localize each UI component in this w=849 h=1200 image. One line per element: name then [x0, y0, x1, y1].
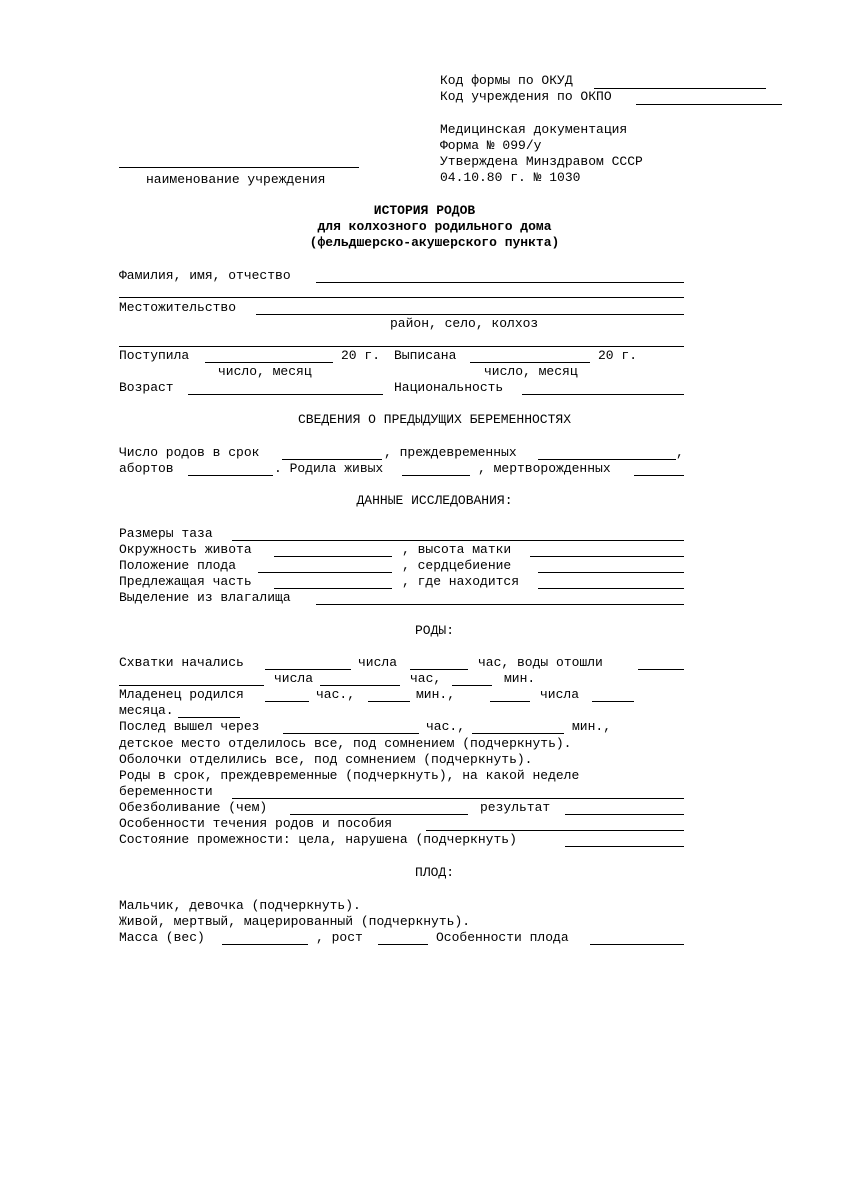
- fetus-features-label: Особенности плода: [436, 930, 569, 945]
- discharged-year: 20 г.: [598, 348, 638, 363]
- features-field[interactable]: [426, 830, 684, 831]
- stillborn-field[interactable]: [634, 475, 684, 476]
- premature-field[interactable]: [538, 459, 676, 460]
- waters-day-label: числа: [274, 671, 314, 686]
- previous-heading: СВЕДЕНИЯ О ПРЕДЫДУЩИХ БЕРЕМЕННОСТЯХ: [297, 412, 572, 427]
- contractions-label: Схватки начались: [119, 655, 244, 670]
- pregnancy-label: беременности: [119, 784, 213, 799]
- residence-field-2[interactable]: [119, 346, 684, 347]
- presenting-part-field[interactable]: [274, 588, 392, 589]
- located-label: , где находится: [402, 574, 520, 589]
- term-question: Роды в срок, преждевременные (подчеркнуть), на какой неделе: [119, 768, 580, 783]
- waters-min-field[interactable]: [452, 685, 492, 686]
- abdomen-label: Окружность живота: [119, 542, 252, 557]
- born-alive-label: . Родила живых: [274, 461, 384, 476]
- month-label: месяца.: [119, 703, 174, 718]
- presenting-part-label: Предлежащая часть: [119, 574, 252, 589]
- afterbirth-hour-field[interactable]: [283, 733, 419, 734]
- waters-day-field[interactable]: [119, 685, 264, 686]
- title-line-3: (фельдшерско-акушерского пункта): [309, 235, 560, 250]
- fetus-sex: Мальчик, девочка (подчеркнуть).: [119, 898, 361, 913]
- admitted-label: Поступила: [119, 348, 190, 363]
- contractions-day-field[interactable]: [265, 669, 351, 670]
- contractions-hour-field[interactable]: [410, 669, 468, 670]
- labor-heading: РОДЫ:: [414, 623, 454, 638]
- premature-comma: ,: [676, 445, 684, 460]
- age-label: Возраст: [119, 380, 174, 395]
- abdomen-field[interactable]: [274, 556, 392, 557]
- membranes-text: Оболочки отделились все, под сомнением (подчеркнуть).: [119, 752, 533, 767]
- approval-date: 04.10.80 г. № 1030: [440, 170, 581, 185]
- weight-field[interactable]: [222, 944, 308, 945]
- waters-min-label: мин.: [504, 671, 536, 686]
- admitted-date-caption: число, месяц: [218, 364, 312, 379]
- fetus-state: Живой, мертвый, мацерированный (подчеркнуть).: [119, 914, 471, 929]
- okud-label: Код формы по ОКУД: [440, 73, 573, 88]
- baby-hour-label: час.,: [316, 687, 356, 702]
- perineum-label: Состояние промежности: цела, нарушена (подчеркнуть): [119, 832, 517, 847]
- waters-hour-label: час,: [410, 671, 442, 686]
- residence-field[interactable]: [256, 314, 684, 315]
- discharged-date-field[interactable]: [470, 362, 590, 363]
- result-field[interactable]: [565, 814, 684, 815]
- anesthesia-field[interactable]: [290, 814, 468, 815]
- waters-label: час, воды отошли: [478, 655, 603, 670]
- institution-caption: наименование учреждения: [146, 172, 326, 187]
- afterbirth-hour-label: час.,: [426, 719, 466, 734]
- height-label: , рост: [316, 930, 363, 945]
- pelvis-field[interactable]: [232, 540, 684, 541]
- premature-label: , преждевременных: [384, 445, 517, 460]
- heartbeat-label: , сердцебиение: [402, 558, 512, 573]
- nationality-field[interactable]: [522, 394, 684, 395]
- okpo-field[interactable]: [636, 104, 782, 105]
- fetus-heading: ПЛОД:: [414, 865, 454, 880]
- okud-field[interactable]: [594, 88, 766, 89]
- afterbirth-label: Послед вышел через: [119, 719, 260, 734]
- stillborn-label: , мертворожденных: [478, 461, 611, 476]
- title-line-2: для колхозного родильного дома: [317, 219, 552, 234]
- month-field[interactable]: [178, 717, 240, 718]
- height-field[interactable]: [378, 944, 428, 945]
- uterus-height-field[interactable]: [530, 556, 684, 557]
- waters-field[interactable]: [638, 669, 684, 670]
- weight-label: Масса (вес): [119, 930, 205, 945]
- approved-by: Утверждена Минздравом СССР: [440, 154, 643, 169]
- placenta-text: детское место отделилось все, под сомнением (подчеркнуть).: [119, 736, 572, 751]
- pelvis-label: Размеры таза: [119, 526, 213, 541]
- residence-label: Местожительство: [119, 300, 237, 315]
- anesthesia-label: Обезболивание (чем): [119, 800, 268, 815]
- admitted-date-field[interactable]: [205, 362, 333, 363]
- features-label: Особенности течения родов и пособия: [119, 816, 393, 831]
- heartbeat-field[interactable]: [538, 572, 684, 573]
- perineum-field[interactable]: [565, 846, 684, 847]
- residence-caption: район, село, колхоз: [390, 316, 539, 331]
- baby-min-label: мин.,: [416, 687, 456, 702]
- fio-field[interactable]: [316, 282, 684, 283]
- baby-month-field[interactable]: [592, 701, 634, 702]
- discharged-label: Выписана: [394, 348, 457, 363]
- discharge-label: Выделение из влагалища: [119, 590, 291, 605]
- result-label: результат: [480, 800, 551, 815]
- institution-name-field[interactable]: [119, 167, 359, 168]
- contractions-day-label: числа: [358, 655, 398, 670]
- baby-day-field[interactable]: [490, 701, 530, 702]
- form-number: Форма № 099/у: [440, 138, 542, 153]
- located-field[interactable]: [538, 588, 684, 589]
- baby-day-label: числа: [540, 687, 580, 702]
- title-line-1: ИСТОРИЯ РОДОВ: [373, 203, 476, 218]
- abortions-field[interactable]: [188, 475, 273, 476]
- age-field[interactable]: [188, 394, 383, 395]
- fio-field-2[interactable]: [119, 297, 684, 298]
- afterbirth-min-label: мин.,: [572, 719, 612, 734]
- fetal-position-label: Положение плода: [119, 558, 237, 573]
- abortions-label: абортов: [119, 461, 174, 476]
- afterbirth-min-field[interactable]: [472, 733, 564, 734]
- med-doc-label: Медицинская документация: [440, 122, 628, 137]
- exam-heading: ДАННЫЕ ИССЛЕДОВАНИЯ:: [356, 493, 513, 508]
- discharge-field[interactable]: [316, 604, 684, 605]
- nationality-label: Национальность: [394, 380, 504, 395]
- born-alive-field[interactable]: [402, 475, 470, 476]
- discharged-date-caption: число, месяц: [484, 364, 578, 379]
- baby-born-label: Младенец родился: [119, 687, 244, 702]
- fetal-position-field[interactable]: [258, 572, 392, 573]
- term-births-field[interactable]: [282, 459, 382, 460]
- pregnancy-week-field[interactable]: [232, 798, 684, 799]
- term-births-label: Число родов в срок: [119, 445, 260, 460]
- fio-label: Фамилия, имя, отчество: [119, 268, 291, 283]
- waters-hour-field[interactable]: [320, 685, 400, 686]
- baby-hour-field[interactable]: [265, 701, 309, 702]
- fetus-features-field[interactable]: [590, 944, 684, 945]
- uterus-height-label: , высота матки: [402, 542, 512, 557]
- admitted-year: 20 г.: [341, 348, 381, 363]
- baby-min-field[interactable]: [368, 701, 410, 702]
- okpo-label: Код учреждения по ОКПО: [440, 89, 612, 104]
